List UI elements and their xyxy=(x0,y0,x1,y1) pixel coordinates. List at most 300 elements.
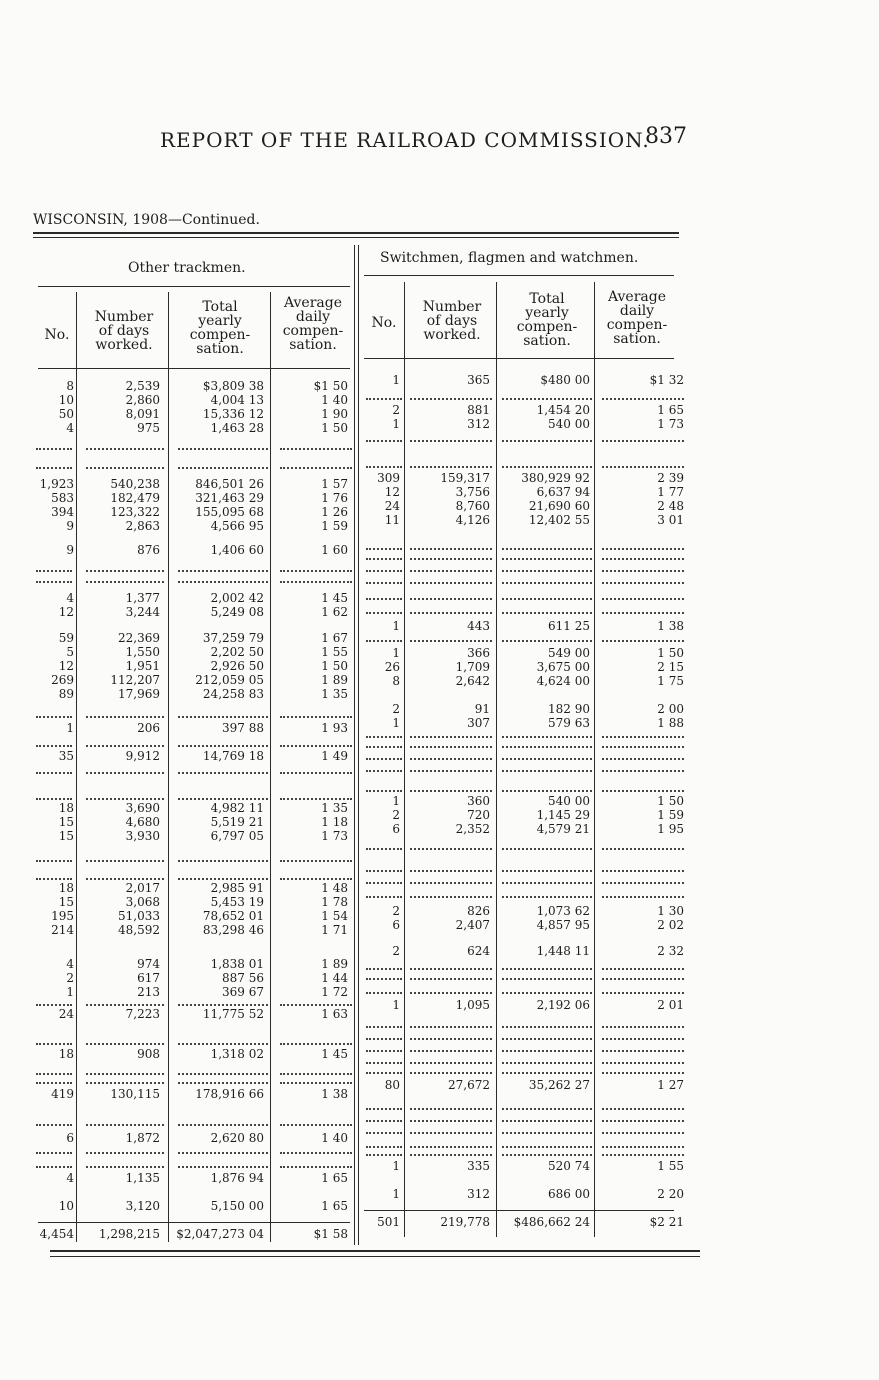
left-row-days: 3,690 xyxy=(125,801,160,815)
right-row-avg: $1 32 xyxy=(649,373,684,387)
right-row-avg: 1 75 xyxy=(657,674,684,688)
left-leader-dots xyxy=(86,1082,164,1084)
left-leader-dots xyxy=(86,570,164,572)
left-row-no: 50 xyxy=(58,407,74,421)
right-row-total: 2,192 06 xyxy=(536,998,590,1012)
right-row-total: 1,145 29 xyxy=(536,808,590,822)
right-leader-dots xyxy=(366,968,402,970)
right-row-avg: 2 32 xyxy=(657,944,684,958)
right-row-avg: 2 20 xyxy=(657,1187,684,1201)
right-leader-dots xyxy=(502,992,592,994)
right-leader-dots xyxy=(502,466,592,468)
right-leader-dots xyxy=(502,1132,592,1134)
left-row-days: 182,479 xyxy=(110,491,160,505)
right-leader-dots xyxy=(366,440,402,442)
left-group-heading: Other trackmen. xyxy=(128,260,246,276)
right-leader-dots xyxy=(502,758,592,760)
left-row-avg: 1 50 xyxy=(321,421,348,435)
left-row-days: 213 xyxy=(137,985,160,999)
left-row-days: 206 xyxy=(137,721,160,735)
left-row-avg: 1 40 xyxy=(321,393,348,407)
left-leader-dots xyxy=(178,1082,268,1084)
right-leader-dots xyxy=(410,1108,492,1110)
left-row-avg: 1 60 xyxy=(321,543,348,557)
right-row-days: 27,672 xyxy=(448,1078,490,1092)
right-leader-dots xyxy=(366,1026,402,1028)
left-row-days: 3,244 xyxy=(125,605,160,619)
left-leader-dots xyxy=(86,1004,164,1006)
left-leader-dots xyxy=(36,860,72,862)
right-row-total: 21,690 60 xyxy=(528,499,590,513)
left-row-days: 3,120 xyxy=(125,1199,160,1213)
right-row-days: 2,352 xyxy=(455,822,490,836)
left-leader-dots xyxy=(86,745,164,747)
right-leader-dots xyxy=(366,1050,402,1052)
right-leader-dots xyxy=(602,978,684,980)
left-row-total: 846,501 26 xyxy=(195,477,264,491)
right-leader-dots xyxy=(366,746,402,748)
left-row-avg: 1 26 xyxy=(321,505,348,519)
right-row-total: 549 00 xyxy=(548,646,590,660)
right-leader-dots xyxy=(502,640,592,642)
right-leader-dots xyxy=(410,1146,492,1148)
left-total-avg: $1 58 xyxy=(313,1227,348,1241)
right-leader-dots xyxy=(410,1026,492,1028)
right-leader-dots xyxy=(602,870,684,872)
left-row-days: 3,930 xyxy=(125,829,160,843)
left-row-avg: $1 50 xyxy=(313,379,348,393)
right-row-no: 80 xyxy=(384,1078,400,1092)
left-row-total: 5,150 00 xyxy=(210,1199,264,1213)
left-leader-dots xyxy=(36,448,72,450)
left-leader-dots xyxy=(86,1073,164,1075)
right-row-days: 3,756 xyxy=(455,485,490,499)
right-col-sep-3 xyxy=(594,282,595,1237)
left-row-no: 10 xyxy=(58,393,74,407)
left-row-total: 1,876 94 xyxy=(210,1171,264,1185)
right-row-total: 611 25 xyxy=(548,619,590,633)
right-leader-dots xyxy=(502,848,592,850)
left-row-days: 48,592 xyxy=(118,923,160,937)
right-row-no: 309 xyxy=(377,471,400,485)
left-row-no: 195 xyxy=(51,909,74,923)
left-row-total: 11,775 52 xyxy=(202,1007,264,1021)
left-row-no: 583 xyxy=(51,491,74,505)
right-leader-dots xyxy=(366,1072,402,1074)
right-leader-dots xyxy=(602,558,684,560)
left-row-days: 1,550 xyxy=(125,645,160,659)
right-row-days: 1,709 xyxy=(455,660,490,674)
left-leader-dots xyxy=(178,716,268,718)
left-leader-dots xyxy=(280,1166,352,1168)
right-row-days: 312 xyxy=(467,417,490,431)
right-leader-dots xyxy=(410,758,492,760)
left-row-days: 51,033 xyxy=(118,909,160,923)
right-leader-dots xyxy=(410,612,492,614)
right-leader-dots xyxy=(602,1072,684,1074)
left-row-total: 1,838 01 xyxy=(210,957,264,971)
left-leader-dots xyxy=(178,467,268,469)
left-row-days: 3,068 xyxy=(125,895,160,909)
left-col-sep-3 xyxy=(270,292,271,1242)
right-leader-dots xyxy=(410,978,492,980)
right-leader-dots xyxy=(366,398,402,400)
right-leader-dots xyxy=(410,848,492,850)
bottom-rule xyxy=(50,1250,700,1252)
right-leader-dots xyxy=(366,548,402,550)
right-total-rule xyxy=(364,1210,674,1211)
left-leader-dots xyxy=(86,1043,164,1045)
left-row-days: 7,223 xyxy=(125,1007,160,1021)
right-row-no: 1 xyxy=(392,1187,400,1201)
right-row-avg: 1 30 xyxy=(657,904,684,918)
right-row-avg: 1 50 xyxy=(657,646,684,660)
left-row-days: 2,539 xyxy=(125,379,160,393)
left-row-total: 2,202 50 xyxy=(210,645,264,659)
right-leader-dots xyxy=(366,640,402,642)
left-row-avg: 1 72 xyxy=(321,985,348,999)
right-row-days: 1,095 xyxy=(455,998,490,1012)
right-total-days: 219,778 xyxy=(440,1215,490,1229)
right-row-no: 6 xyxy=(392,918,400,932)
left-row-total: 14,769 18 xyxy=(202,749,264,763)
left-row-days: 2,863 xyxy=(125,519,160,533)
right-leader-dots xyxy=(410,870,492,872)
right-row-avg: 2 15 xyxy=(657,660,684,674)
left-leader-dots xyxy=(280,745,352,747)
left-row-no: 1,923 xyxy=(39,477,74,491)
left-total-days: 1,298,215 xyxy=(98,1227,160,1241)
right-row-days: 881 xyxy=(467,403,490,417)
right-leader-dots xyxy=(602,882,684,884)
right-leader-dots xyxy=(410,1062,492,1064)
right-leader-dots xyxy=(366,1132,402,1134)
left-row-no: 9 xyxy=(66,519,74,533)
right-row-days: 8,760 xyxy=(455,499,490,513)
right-leader-dots xyxy=(602,570,684,572)
left-row-no: 15 xyxy=(58,815,74,829)
right-total-avg: $2 21 xyxy=(649,1215,684,1229)
left-row-no: 419 xyxy=(51,1087,74,1101)
left-leader-dots xyxy=(86,860,164,862)
left-total-no: 4,454 xyxy=(39,1227,74,1241)
right-leader-dots xyxy=(366,612,402,614)
right-leader-dots xyxy=(410,440,492,442)
right-leader-dots xyxy=(602,992,684,994)
right-row-no: 1 xyxy=(392,646,400,660)
right-leader-dots xyxy=(602,770,684,772)
left-row-no: 2 xyxy=(66,971,74,985)
right-leader-dots xyxy=(502,582,592,584)
left-row-days: 2,017 xyxy=(125,881,160,895)
left-total-rule xyxy=(38,1222,350,1223)
right-row-no: 2 xyxy=(392,403,400,417)
left-row-total: 2,926 50 xyxy=(210,659,264,673)
left-leader-dots xyxy=(280,1043,352,1045)
right-leader-dots xyxy=(502,1108,592,1110)
left-row-total: 15,336 12 xyxy=(202,407,264,421)
right-leader-dots xyxy=(410,1132,492,1134)
right-row-total: 12,402 55 xyxy=(528,513,590,527)
right-header-total: Total yearly compen- sation. xyxy=(516,291,578,349)
left-leader-dots xyxy=(178,798,268,800)
right-leader-dots xyxy=(366,882,402,884)
left-row-no: 24 xyxy=(58,1007,74,1021)
left-row-days: 1,872 xyxy=(125,1131,160,1145)
left-leader-dots xyxy=(36,772,72,774)
right-leader-dots xyxy=(410,896,492,898)
right-row-avg: 1 95 xyxy=(657,822,684,836)
right-row-days: 365 xyxy=(467,373,490,387)
right-leader-dots xyxy=(410,1154,492,1156)
right-row-days: 826 xyxy=(467,904,490,918)
right-leader-dots xyxy=(502,1154,592,1156)
right-row-days: 91 xyxy=(474,702,490,716)
left-leader-dots xyxy=(280,798,352,800)
right-row-total: 1,448 11 xyxy=(536,944,590,958)
right-leader-dots xyxy=(410,548,492,550)
left-row-days: 4,680 xyxy=(125,815,160,829)
left-row-no: 1 xyxy=(66,721,74,735)
right-leader-dots xyxy=(366,770,402,772)
right-leader-dots xyxy=(502,570,592,572)
right-leader-dots xyxy=(502,746,592,748)
left-row-days: 1,135 xyxy=(125,1171,160,1185)
left-leader-dots xyxy=(280,1124,352,1126)
left-row-total: 887 56 xyxy=(222,971,264,985)
right-leader-dots xyxy=(502,548,592,550)
left-row-total: $3,809 38 xyxy=(202,379,264,393)
left-row-avg: 1 40 xyxy=(321,1131,348,1145)
center-divider-2 xyxy=(358,245,359,1245)
right-leader-dots xyxy=(602,1062,684,1064)
right-leader-dots xyxy=(410,582,492,584)
left-row-no: 35 xyxy=(58,749,74,763)
right-row-no: 1 xyxy=(392,998,400,1012)
left-row-days: 22,369 xyxy=(118,631,160,645)
top-rule xyxy=(33,232,679,234)
right-row-avg: 2 39 xyxy=(657,471,684,485)
right-row-total: 4,579 21 xyxy=(536,822,590,836)
left-row-no: 269 xyxy=(51,673,74,687)
left-leader-dots xyxy=(86,1166,164,1168)
right-leader-dots xyxy=(502,896,592,898)
left-row-total: 6,797 05 xyxy=(210,829,264,843)
right-row-avg: 2 01 xyxy=(657,998,684,1012)
right-row-days: 443 xyxy=(467,619,490,633)
right-leader-dots xyxy=(502,558,592,560)
right-row-avg: 1 65 xyxy=(657,403,684,417)
left-row-avg: 1 45 xyxy=(321,1047,348,1061)
right-leader-dots xyxy=(602,736,684,738)
left-row-avg: 1 44 xyxy=(321,971,348,985)
right-leader-dots xyxy=(410,1120,492,1122)
left-row-avg: 1 59 xyxy=(321,519,348,533)
right-total-no: 501 xyxy=(377,1215,400,1229)
left-leader-dots xyxy=(280,1152,352,1154)
right-row-avg: 1 38 xyxy=(657,619,684,633)
left-leader-dots xyxy=(86,1152,164,1154)
right-row-total: 1,454 20 xyxy=(536,403,590,417)
right-col-sep-1 xyxy=(404,282,405,1237)
right-header-days: Number of days worked. xyxy=(422,299,482,343)
left-leader-dots xyxy=(36,1004,72,1006)
left-row-total: 4,566 95 xyxy=(210,519,264,533)
left-leader-dots xyxy=(178,448,268,450)
left-leader-dots xyxy=(280,860,352,862)
right-row-avg: 1 77 xyxy=(657,485,684,499)
right-leader-dots xyxy=(410,640,492,642)
right-leader-dots xyxy=(366,1038,402,1040)
left-leader-dots xyxy=(86,1124,164,1126)
right-row-total: 540 00 xyxy=(548,417,590,431)
left-row-no: 15 xyxy=(58,895,74,909)
left-row-avg: 1 78 xyxy=(321,895,348,909)
left-leader-dots xyxy=(280,448,352,450)
right-leader-dots xyxy=(502,1146,592,1148)
left-header-total: Total yearly compen- sation. xyxy=(189,299,251,357)
right-leader-dots xyxy=(502,1038,592,1040)
left-row-avg: 1 89 xyxy=(321,957,348,971)
right-leader-dots xyxy=(410,746,492,748)
left-leader-dots xyxy=(178,772,268,774)
left-row-days: 1,377 xyxy=(125,591,160,605)
right-row-days: 307 xyxy=(467,716,490,730)
right-leader-dots xyxy=(502,978,592,980)
left-row-days: 975 xyxy=(137,421,160,435)
left-row-total: 4,004 13 xyxy=(210,393,264,407)
right-leader-dots xyxy=(502,882,592,884)
right-leader-dots xyxy=(366,570,402,572)
right-leader-dots xyxy=(602,968,684,970)
left-row-avg: 1 90 xyxy=(321,407,348,421)
left-leader-dots xyxy=(178,570,268,572)
left-leader-dots xyxy=(36,716,72,718)
right-row-no: 1 xyxy=(392,1159,400,1173)
right-row-total: 540 00 xyxy=(548,794,590,808)
left-row-avg: 1 38 xyxy=(321,1087,348,1101)
left-row-total: 369 67 xyxy=(222,985,264,999)
right-row-days: 4,126 xyxy=(455,513,490,527)
right-row-days: 2,642 xyxy=(455,674,490,688)
left-row-avg: 1 35 xyxy=(321,687,348,701)
right-row-total: 3,675 00 xyxy=(536,660,590,674)
left-row-avg: 1 35 xyxy=(321,801,348,815)
left-row-avg: 1 57 xyxy=(321,477,348,491)
left-leader-dots xyxy=(36,1082,72,1084)
right-row-days: 360 xyxy=(467,794,490,808)
left-leader-dots xyxy=(36,581,72,583)
left-row-avg: 1 50 xyxy=(321,659,348,673)
right-row-total: 4,624 00 xyxy=(536,674,590,688)
right-group-rule xyxy=(364,275,674,276)
left-leader-dots xyxy=(178,1124,268,1126)
right-row-avg: 1 27 xyxy=(657,1078,684,1092)
left-row-days: 8,091 xyxy=(125,407,160,421)
left-leader-dots xyxy=(280,1073,352,1075)
right-leader-dots xyxy=(602,548,684,550)
left-row-no: 89 xyxy=(58,687,74,701)
right-row-avg: 2 48 xyxy=(657,499,684,513)
left-row-avg: 1 67 xyxy=(321,631,348,645)
left-col-sep-2 xyxy=(168,292,169,1242)
left-row-total: 4,982 11 xyxy=(210,801,264,815)
left-leader-dots xyxy=(178,1166,268,1168)
right-row-avg: 1 55 xyxy=(657,1159,684,1173)
right-leader-dots xyxy=(602,1154,684,1156)
right-leader-dots xyxy=(366,978,402,980)
left-row-no: 214 xyxy=(51,923,74,937)
left-leader-dots xyxy=(178,860,268,862)
right-row-days: 2,407 xyxy=(455,918,490,932)
right-leader-dots xyxy=(602,1108,684,1110)
right-leader-dots xyxy=(502,440,592,442)
right-leader-dots xyxy=(366,1062,402,1064)
right-leader-dots xyxy=(366,466,402,468)
right-row-no: 2 xyxy=(392,904,400,918)
left-leader-dots xyxy=(36,1043,72,1045)
left-row-days: 123,322 xyxy=(110,505,160,519)
right-row-no: 26 xyxy=(384,660,400,674)
right-leader-dots xyxy=(410,1050,492,1052)
right-leader-dots xyxy=(366,558,402,560)
left-row-total: 24,258 83 xyxy=(202,687,264,701)
left-leader-dots xyxy=(280,1082,352,1084)
right-row-days: 335 xyxy=(467,1159,490,1173)
right-row-no: 12 xyxy=(384,485,400,499)
right-leader-dots xyxy=(602,466,684,468)
right-leader-dots xyxy=(602,746,684,748)
right-row-total: 4,857 95 xyxy=(536,918,590,932)
right-leader-dots xyxy=(502,1072,592,1074)
left-row-avg: 1 62 xyxy=(321,605,348,619)
right-leader-dots xyxy=(366,758,402,760)
left-row-days: 9,912 xyxy=(125,749,160,763)
right-leader-dots xyxy=(502,612,592,614)
right-leader-dots xyxy=(602,640,684,642)
left-row-total: 212,059 05 xyxy=(195,673,264,687)
left-row-total: 5,453 19 xyxy=(210,895,264,909)
right-leader-dots xyxy=(602,1038,684,1040)
right-col-sep-2 xyxy=(496,282,497,1237)
left-leader-dots xyxy=(86,772,164,774)
left-row-no: 18 xyxy=(58,1047,74,1061)
left-leader-dots xyxy=(178,745,268,747)
left-row-no: 15 xyxy=(58,829,74,843)
right-leader-dots xyxy=(366,1146,402,1148)
right-row-no: 1 xyxy=(392,794,400,808)
right-leader-dots xyxy=(410,570,492,572)
right-leader-dots xyxy=(602,758,684,760)
left-leader-dots xyxy=(280,581,352,583)
left-row-days: 974 xyxy=(137,957,160,971)
right-leader-dots xyxy=(410,736,492,738)
left-row-days: 617 xyxy=(137,971,160,985)
right-leader-dots xyxy=(410,1072,492,1074)
right-leader-dots xyxy=(366,736,402,738)
left-row-total: 1,463 28 xyxy=(210,421,264,435)
left-total-total: $2,047,273 04 xyxy=(176,1227,264,1241)
left-row-no: 394 xyxy=(51,505,74,519)
left-row-no: 4 xyxy=(66,957,74,971)
right-leader-dots xyxy=(366,598,402,600)
left-row-total: 2,620 80 xyxy=(210,1131,264,1145)
right-row-days: 159,317 xyxy=(440,471,490,485)
right-row-avg: 1 50 xyxy=(657,794,684,808)
right-leader-dots xyxy=(410,598,492,600)
left-header-avg: Average daily compen- sation. xyxy=(282,295,344,353)
right-row-no: 24 xyxy=(384,499,400,513)
